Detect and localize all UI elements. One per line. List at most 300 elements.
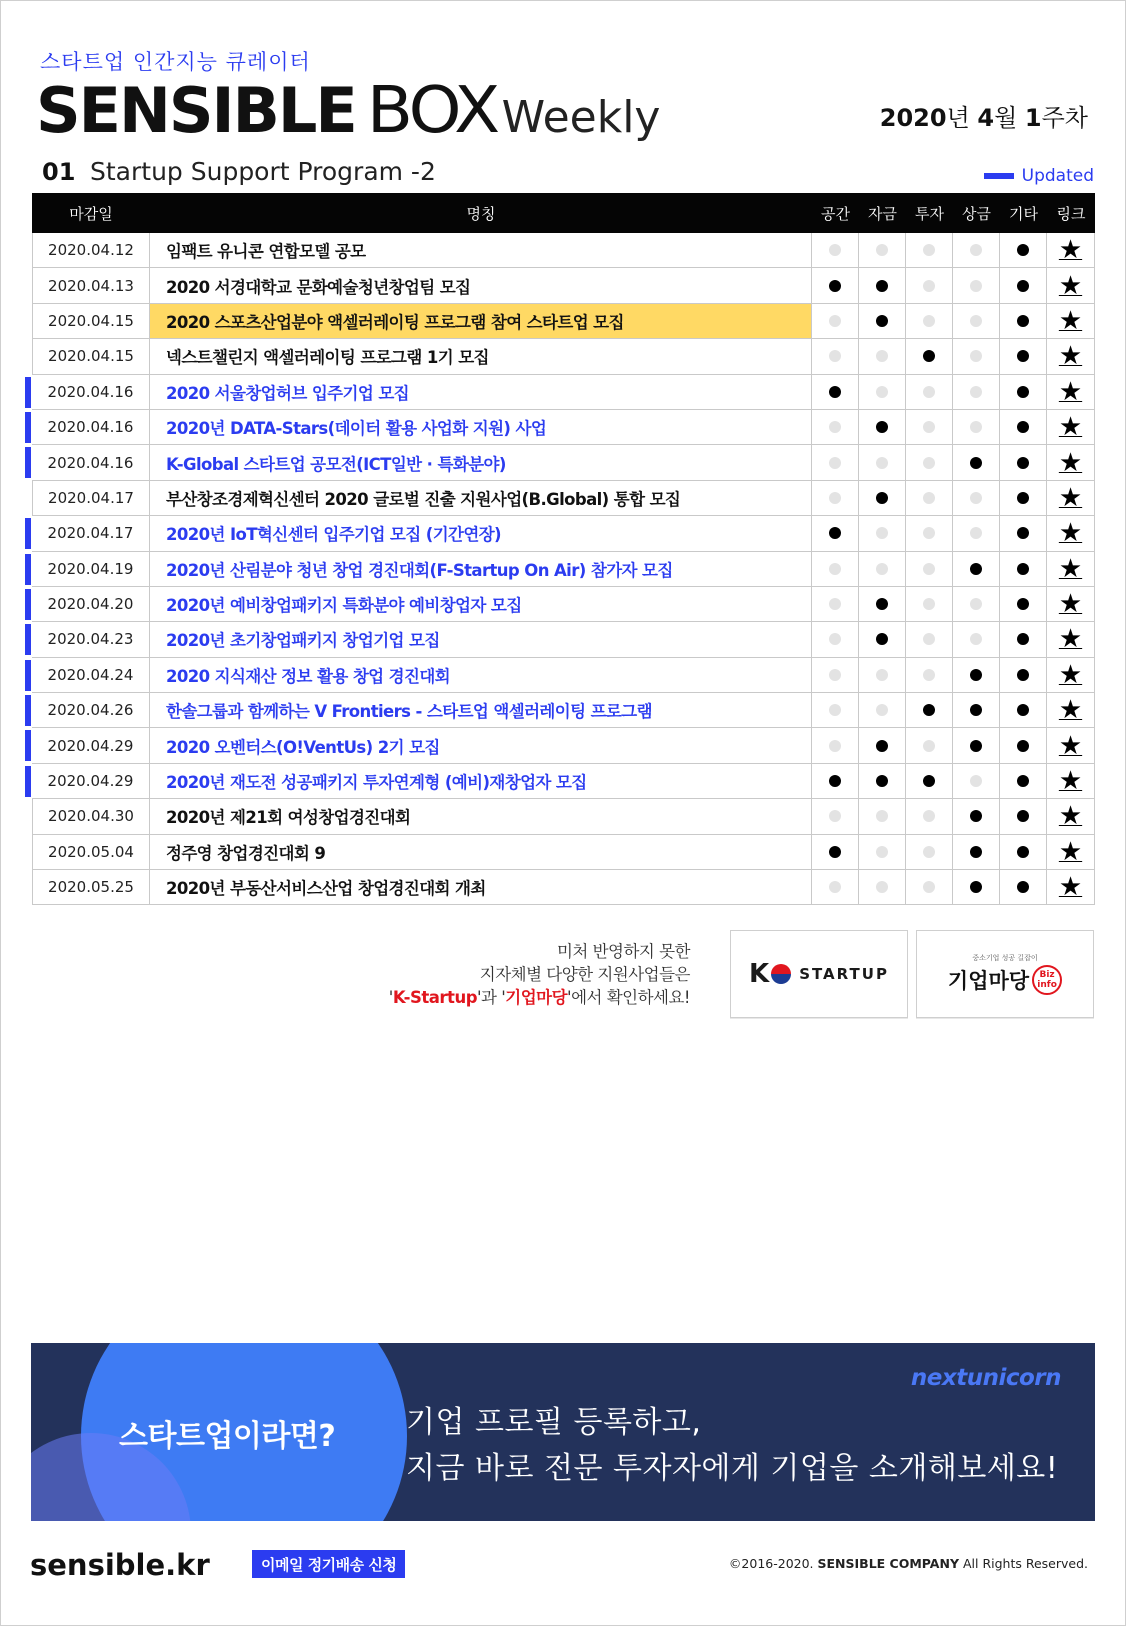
- empty-dot-icon: [829, 740, 841, 752]
- table-row: [32, 799, 1095, 834]
- updated-legend: [984, 166, 1094, 186]
- star-link-icon[interactable]: ★: [1058, 305, 1083, 336]
- updated-marker: [25, 589, 31, 620]
- row-etc-cell: [1000, 304, 1047, 338]
- empty-dot-icon: [829, 633, 841, 645]
- star-link-icon[interactable]: ★: [1058, 412, 1083, 443]
- row-fund-cell: [859, 410, 906, 444]
- empty-dot-icon: [923, 881, 935, 893]
- filled-dot-icon: [923, 704, 935, 716]
- filled-dot-icon: [1017, 775, 1029, 787]
- row-space-cell: [812, 764, 859, 798]
- row-fund-cell: [859, 516, 906, 550]
- filled-dot-icon: [876, 421, 888, 433]
- row-deadline: 2020.04.23: [32, 622, 150, 656]
- copyright-company: SENSIBLE COMPANY: [817, 1556, 959, 1571]
- row-prize-cell: [953, 587, 1000, 621]
- row-invest-cell: [906, 693, 953, 727]
- row-invest-cell: [906, 587, 953, 621]
- row-deadline: 2020.04.17: [32, 481, 150, 515]
- row-link-cell: [1047, 233, 1095, 267]
- empty-dot-icon: [829, 669, 841, 681]
- filled-dot-icon: [1017, 244, 1029, 256]
- empty-dot-icon: [876, 527, 888, 539]
- issue-date: [880, 98, 1088, 133]
- row-program-name: 2020 서경대학교 문화예술청년창업팀 모집: [150, 268, 812, 302]
- note-end: '에서 확인하세요!: [567, 988, 690, 1007]
- row-prize-cell: [953, 870, 1000, 904]
- empty-dot-icon: [923, 598, 935, 610]
- empty-dot-icon: [923, 280, 935, 292]
- filled-dot-icon: [876, 633, 888, 645]
- row-prize-cell: [953, 410, 1000, 444]
- row-prize-cell: [953, 764, 1000, 798]
- program-table: [32, 193, 1095, 905]
- row-invest-cell: [906, 375, 953, 409]
- brand-weekly: Weekly: [501, 92, 661, 143]
- empty-dot-icon: [829, 563, 841, 575]
- filled-dot-icon: [1017, 457, 1029, 469]
- row-etc-cell: [1000, 481, 1047, 515]
- header-etc: 기타: [1009, 204, 1038, 223]
- row-program-name: 2020 지식재산 정보 활용 창업 경진대회: [150, 658, 812, 692]
- empty-dot-icon: [970, 421, 982, 433]
- kstartup-logo-link[interactable]: [730, 930, 908, 1018]
- brand-box: BOX: [366, 74, 497, 148]
- table-row: [32, 764, 1095, 799]
- row-space-cell: [812, 552, 859, 586]
- table-row: [32, 233, 1095, 268]
- empty-dot-icon: [923, 633, 935, 645]
- row-etc-cell: [1000, 728, 1047, 762]
- empty-dot-icon: [923, 563, 935, 575]
- issue-year: 2020: [879, 104, 947, 132]
- star-link-icon[interactable]: ★: [1058, 801, 1083, 832]
- row-fund-cell: [859, 304, 906, 338]
- empty-dot-icon: [876, 386, 888, 398]
- row-invest-cell: [906, 481, 953, 515]
- row-invest-cell: [906, 268, 953, 302]
- row-etc-cell: [1000, 799, 1047, 833]
- row-deadline: 2020.05.25: [32, 870, 150, 904]
- table-row: [32, 445, 1095, 480]
- brand-logo: [36, 74, 661, 148]
- row-program-name: 2020년 DATA-Stars(데이터 활용 사업화 지원) 사업: [150, 410, 812, 444]
- row-space-cell: [812, 516, 859, 550]
- filled-dot-icon: [1017, 280, 1029, 292]
- row-invest-cell: [906, 304, 953, 338]
- table-row: [32, 870, 1095, 905]
- row-etc-cell: [1000, 516, 1047, 550]
- row-prize-cell: [953, 516, 1000, 550]
- row-deadline: 2020.04.24: [32, 658, 150, 692]
- filled-dot-icon: [1017, 598, 1029, 610]
- row-etc-cell: [1000, 552, 1047, 586]
- row-program-name: 부산창조경제혁신센터 2020 글로벌 진출 지원사업(B.Global) 통합 모집: [150, 481, 812, 515]
- row-prize-cell: [953, 375, 1000, 409]
- row-prize-cell: [953, 339, 1000, 373]
- row-program-name: 2020 스포츠산업분야 액셀러레이팅 프로그램 참여 스타트업 모집: [150, 304, 812, 338]
- row-prize-cell: [953, 268, 1000, 302]
- star-link-icon[interactable]: ★: [1058, 235, 1083, 266]
- table-header: [32, 193, 1095, 233]
- row-prize-cell: [953, 552, 1000, 586]
- filled-dot-icon: [970, 810, 982, 822]
- star-link-icon[interactable]: ★: [1058, 482, 1083, 513]
- updated-marker: [25, 518, 31, 549]
- row-prize-cell: [953, 233, 1000, 267]
- empty-dot-icon: [829, 244, 841, 256]
- row-invest-cell: [906, 410, 953, 444]
- row-deadline: 2020.04.16: [32, 375, 150, 409]
- empty-dot-icon: [970, 527, 982, 539]
- row-fund-cell: [859, 481, 906, 515]
- row-link-cell: [1047, 764, 1095, 798]
- row-space-cell: [812, 835, 859, 869]
- issue-year-suffix: 년: [946, 104, 978, 132]
- row-space-cell: [812, 339, 859, 373]
- kstartup-text: STARTUP: [799, 965, 889, 983]
- row-prize-cell: [953, 693, 1000, 727]
- table-row: [32, 516, 1095, 551]
- note-mid: '과 ': [477, 988, 506, 1007]
- row-prize-cell: [953, 799, 1000, 833]
- star-link-icon[interactable]: ★: [1058, 872, 1083, 903]
- more-info-note: [389, 940, 690, 1009]
- table-row: [32, 375, 1095, 410]
- row-space-cell: [812, 658, 859, 692]
- filled-dot-icon: [1017, 315, 1029, 327]
- row-deadline: 2020.04.19: [32, 552, 150, 586]
- row-invest-cell: [906, 622, 953, 656]
- row-link-cell: [1047, 835, 1095, 869]
- row-program-name: 넥스트챌린지 액셀러레이팅 프로그램 1기 모집: [150, 339, 812, 373]
- row-space-cell: [812, 693, 859, 727]
- header-invest: 투자: [915, 204, 944, 223]
- empty-dot-icon: [829, 810, 841, 822]
- section-title: Startup Support Program -2: [90, 157, 436, 186]
- table-row: [32, 622, 1095, 657]
- kstartup-k: K: [749, 959, 770, 989]
- row-etc-cell: [1000, 693, 1047, 727]
- empty-dot-icon: [876, 704, 888, 716]
- row-invest-cell: [906, 339, 953, 373]
- filled-dot-icon: [1017, 810, 1029, 822]
- updated-marker: [25, 377, 31, 408]
- row-deadline: 2020.04.13: [32, 268, 150, 302]
- table-row: [32, 552, 1095, 587]
- row-space-cell: [812, 304, 859, 338]
- row-deadline: 2020.04.15: [32, 304, 150, 338]
- row-space-cell: [812, 481, 859, 515]
- updated-marker: [25, 766, 31, 797]
- bizinfo-tagline: 중소기업 성공 길잡이: [972, 954, 1038, 962]
- empty-dot-icon: [923, 740, 935, 752]
- note-line-2: 지자체별 다양한 지원사업들은: [479, 965, 690, 984]
- empty-dot-icon: [923, 421, 935, 433]
- row-fund-cell: [859, 233, 906, 267]
- row-etc-cell: [1000, 587, 1047, 621]
- filled-dot-icon: [829, 280, 841, 292]
- row-deadline: 2020.04.20: [32, 587, 150, 621]
- row-link-cell: [1047, 587, 1095, 621]
- kstartup-logo: [749, 959, 889, 989]
- row-deadline: 2020.04.30: [32, 799, 150, 833]
- row-etc-cell: [1000, 870, 1047, 904]
- empty-dot-icon: [876, 669, 888, 681]
- table-row: [32, 587, 1095, 622]
- star-link-icon[interactable]: ★: [1058, 341, 1083, 372]
- row-invest-cell: [906, 728, 953, 762]
- row-link-cell: [1047, 304, 1095, 338]
- table-body: [32, 233, 1095, 905]
- table-row: [32, 304, 1095, 339]
- empty-dot-icon: [829, 315, 841, 327]
- empty-dot-icon: [876, 563, 888, 575]
- star-link-icon[interactable]: ★: [1058, 270, 1083, 301]
- row-etc-cell: [1000, 835, 1047, 869]
- empty-dot-icon: [876, 810, 888, 822]
- header-name: 명칭: [466, 204, 496, 223]
- header-fund: 자금: [868, 204, 897, 223]
- table-row: [32, 693, 1095, 728]
- bizinfo-logo: [948, 965, 1062, 995]
- table-row: [32, 835, 1095, 870]
- star-link-icon[interactable]: ★: [1058, 447, 1083, 478]
- subscribe-button[interactable]: 이메일 정기배송 신청: [252, 1550, 405, 1578]
- filled-dot-icon: [876, 315, 888, 327]
- star-link-icon[interactable]: ★: [1058, 836, 1083, 867]
- filled-dot-icon: [1017, 633, 1029, 645]
- nextunicorn-banner[interactable]: [31, 1343, 1095, 1521]
- row-etc-cell: [1000, 445, 1047, 479]
- row-fund-cell: [859, 693, 906, 727]
- star-link-icon[interactable]: ★: [1058, 730, 1083, 761]
- empty-dot-icon: [876, 350, 888, 362]
- empty-dot-icon: [970, 598, 982, 610]
- row-invest-cell: [906, 799, 953, 833]
- row-link-cell: [1047, 870, 1095, 904]
- copyright-prefix: ©2016-2020.: [728, 1556, 818, 1571]
- empty-dot-icon: [876, 846, 888, 858]
- table-row: [32, 268, 1095, 303]
- filled-dot-icon: [876, 598, 888, 610]
- row-etc-cell: [1000, 410, 1047, 444]
- row-link-cell: [1047, 658, 1095, 692]
- site-link[interactable]: sensible.kr: [30, 1548, 210, 1582]
- row-fund-cell: [859, 552, 906, 586]
- banner-line-2: 지금 바로 전문 투자자에게 기업을 소개해보세요!: [406, 1451, 1059, 1486]
- row-link-cell: [1047, 410, 1095, 444]
- filled-dot-icon: [970, 704, 982, 716]
- filled-dot-icon: [1017, 704, 1029, 716]
- row-fund-cell: [859, 764, 906, 798]
- row-prize-cell: [953, 304, 1000, 338]
- empty-dot-icon: [829, 421, 841, 433]
- updated-marker: [25, 660, 31, 691]
- row-etc-cell: [1000, 764, 1047, 798]
- row-invest-cell: [906, 445, 953, 479]
- empty-dot-icon: [923, 527, 935, 539]
- row-prize-cell: [953, 622, 1000, 656]
- issue-month-suffix: 월: [994, 104, 1025, 132]
- empty-dot-icon: [923, 457, 935, 469]
- row-link-cell: [1047, 799, 1095, 833]
- empty-dot-icon: [970, 244, 982, 256]
- filled-dot-icon: [923, 775, 935, 787]
- row-invest-cell: [906, 764, 953, 798]
- row-link-cell: [1047, 445, 1095, 479]
- row-space-cell: [812, 268, 859, 302]
- empty-dot-icon: [829, 881, 841, 893]
- row-link-cell: [1047, 516, 1095, 550]
- row-deadline: 2020.04.29: [32, 764, 150, 798]
- row-space-cell: [812, 622, 859, 656]
- filled-dot-icon: [829, 775, 841, 787]
- header-link: 링크: [1056, 204, 1086, 223]
- note-line-1: 미처 반영하지 못한: [556, 942, 690, 961]
- row-program-name: 임팩트 유니콘 연합모델 공모: [150, 233, 812, 267]
- row-etc-cell: [1000, 268, 1047, 302]
- filled-dot-icon: [970, 740, 982, 752]
- empty-dot-icon: [923, 810, 935, 822]
- empty-dot-icon: [829, 457, 841, 469]
- copyright-suffix: All Rights Reserved.: [959, 1556, 1088, 1571]
- note-quote: ': [388, 988, 393, 1007]
- empty-dot-icon: [970, 350, 982, 362]
- row-etc-cell: [1000, 375, 1047, 409]
- tagline: 스타트업 인간지능 큐레이터: [40, 50, 311, 74]
- filled-dot-icon: [970, 881, 982, 893]
- row-program-name: 2020년 재도전 성공패키지 투자연계형 (예비)재창업자 모집: [150, 764, 812, 798]
- filled-dot-icon: [970, 563, 982, 575]
- row-fund-cell: [859, 445, 906, 479]
- brand-sensible: SENSIBLE: [36, 74, 356, 147]
- row-invest-cell: [906, 835, 953, 869]
- row-space-cell: [812, 445, 859, 479]
- star-link-icon[interactable]: ★: [1058, 518, 1083, 549]
- filled-dot-icon: [1017, 527, 1029, 539]
- empty-dot-icon: [923, 846, 935, 858]
- bizinfo-text: 기업마당: [947, 969, 1030, 993]
- row-program-name: 2020년 IoT혁신센터 입주기업 모집 (기간연장): [150, 516, 812, 550]
- row-fund-cell: [859, 835, 906, 869]
- row-deadline: 2020.04.12: [32, 233, 150, 267]
- empty-dot-icon: [829, 350, 841, 362]
- empty-dot-icon: [876, 244, 888, 256]
- filled-dot-icon: [1017, 881, 1029, 893]
- empty-dot-icon: [829, 598, 841, 610]
- row-deadline: 2020.04.16: [32, 445, 150, 479]
- row-prize-cell: [953, 481, 1000, 515]
- star-link-icon[interactable]: ★: [1058, 695, 1083, 726]
- row-fund-cell: [859, 587, 906, 621]
- updated-legend-label: Updated: [1021, 166, 1094, 186]
- filled-dot-icon: [829, 527, 841, 539]
- star-link-icon[interactable]: ★: [1058, 766, 1083, 797]
- note-bizinfo: 기업마당: [505, 988, 568, 1007]
- filled-dot-icon: [829, 386, 841, 398]
- filled-dot-icon: [1017, 740, 1029, 752]
- star-link-icon[interactable]: ★: [1058, 659, 1083, 690]
- empty-dot-icon: [923, 244, 935, 256]
- filled-dot-icon: [1017, 492, 1029, 504]
- row-link-cell: [1047, 375, 1095, 409]
- bizinfo-logo-link[interactable]: [916, 930, 1094, 1018]
- row-space-cell: [812, 375, 859, 409]
- empty-dot-icon: [970, 775, 982, 787]
- copyright: [729, 1556, 1088, 1571]
- header-deadline: 마감일: [69, 204, 113, 223]
- filled-dot-icon: [829, 846, 841, 858]
- empty-dot-icon: [876, 881, 888, 893]
- filled-dot-icon: [970, 457, 982, 469]
- filled-dot-icon: [876, 775, 888, 787]
- header-space: 공간: [821, 204, 850, 223]
- updated-marker: [25, 447, 31, 478]
- row-program-name: 2020년 부동산서비스산업 창업경진대회 개최: [150, 870, 812, 904]
- row-link-cell: [1047, 481, 1095, 515]
- row-fund-cell: [859, 375, 906, 409]
- row-space-cell: [812, 587, 859, 621]
- star-link-icon[interactable]: ★: [1058, 553, 1083, 584]
- row-deadline: 2020.04.29: [32, 728, 150, 762]
- updated-marker: [25, 412, 31, 443]
- row-invest-cell: [906, 658, 953, 692]
- empty-dot-icon: [829, 704, 841, 716]
- filled-dot-icon: [1017, 421, 1029, 433]
- row-space-cell: [812, 728, 859, 762]
- star-link-icon[interactable]: ★: [1058, 589, 1083, 620]
- filled-dot-icon: [1017, 669, 1029, 681]
- filled-dot-icon: [970, 846, 982, 858]
- row-space-cell: [812, 410, 859, 444]
- empty-dot-icon: [970, 386, 982, 398]
- row-invest-cell: [906, 552, 953, 586]
- row-etc-cell: [1000, 339, 1047, 373]
- row-deadline: 2020.04.17: [32, 516, 150, 550]
- row-fund-cell: [859, 658, 906, 692]
- row-space-cell: [812, 233, 859, 267]
- row-etc-cell: [1000, 658, 1047, 692]
- empty-dot-icon: [970, 280, 982, 292]
- row-program-name: 정주영 창업경진대회 9: [150, 835, 812, 869]
- issue-week: 1: [1024, 104, 1042, 132]
- updated-marker: [25, 695, 31, 726]
- row-program-name: 2020년 산림분야 청년 창업 경진대회(F-Startup On Air) 참가자 모집: [150, 552, 812, 586]
- bizinfo-magnifier-icon: Biz info: [1032, 965, 1062, 995]
- filled-dot-icon: [1017, 846, 1029, 858]
- empty-dot-icon: [970, 492, 982, 504]
- updated-legend-bar: [984, 173, 1014, 179]
- empty-dot-icon: [970, 315, 982, 327]
- filled-dot-icon: [1017, 386, 1029, 398]
- row-program-name: 2020년 제21회 여성창업경진대회: [150, 799, 812, 833]
- row-program-name: 한솔그룹과 함께하는 V Frontiers - 스타트업 액셀러레이팅 프로그램: [150, 693, 812, 727]
- table-row: [32, 658, 1095, 693]
- issue-month: 4: [977, 104, 995, 132]
- banner-brand: nextunicorn: [910, 1365, 1061, 1391]
- updated-marker: [25, 730, 31, 761]
- star-link-icon[interactable]: ★: [1058, 624, 1083, 655]
- row-prize-cell: [953, 835, 1000, 869]
- row-deadline: 2020.04.16: [32, 410, 150, 444]
- table-row: [32, 481, 1095, 516]
- star-link-icon[interactable]: ★: [1058, 376, 1083, 407]
- empty-dot-icon: [970, 633, 982, 645]
- table-row: [32, 339, 1095, 374]
- row-etc-cell: [1000, 622, 1047, 656]
